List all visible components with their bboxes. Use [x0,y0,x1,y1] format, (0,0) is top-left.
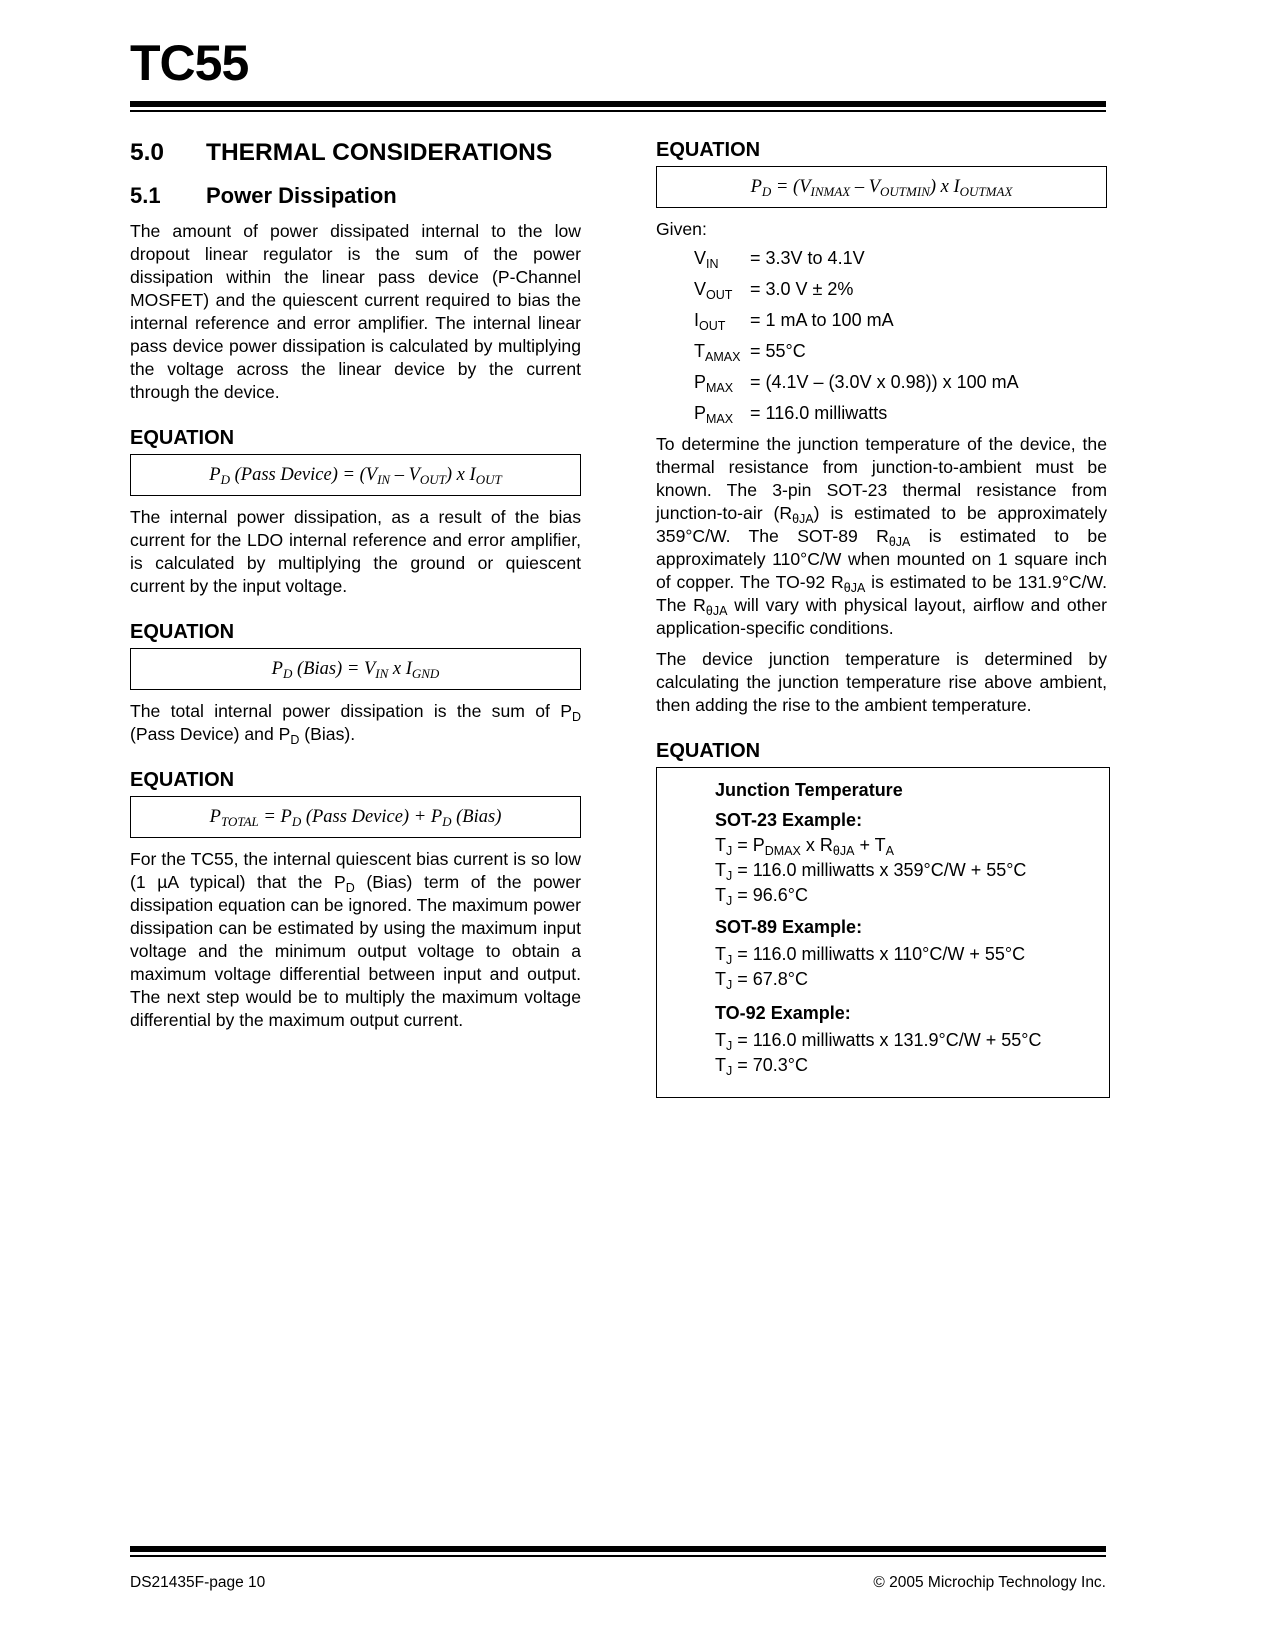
paragraph-thermal-resistance: To determine the junction temperature of the device, the thermal resistance from junction-to-ambient must be known. The 3-pin SOT-23 thermal resistance from junction-to-air $(R_{\theta JA})$ is estimated to be approximately 359°C/W. The SOT-89 $R_{\theta JA}$ is estimated to be approximately 110°C/W when mounted on 1 square inch of copper. The TO-92 $R_{\theta JA}$ is estimated to be 131.9°C/W. The $R_{\theta JA}$ will vary with physical layout, airflow and other application-specific conditions. [656,434,1107,638]
jt-formula: $T_J = P_{DMAX}$ x $R_{\theta JA} + T_A$ [715,835,894,858]
junction-temperature-box [656,767,1110,1098]
given-label: Given: [656,219,707,239]
paragraph-junction: The device junction temperature is determined by calculating the junction temperature rise above ambient, then adding the rise to the ambient temperature. [656,649,1107,715]
subsection-number: 5.1 [130,183,161,208]
header-rule-thin [130,110,1106,112]
footer-rule-thin [130,1555,1106,1557]
footer-page-id: DS21435F-page 10 [130,1574,266,1591]
given-row: $T_{AMAX}$ = 55°C [694,341,806,364]
section-heading [130,138,581,168]
jt-to92-heading: TO-92 Example: [715,1003,851,1023]
header-rule-thick [130,101,1106,107]
equation-label: EQUATION [130,769,235,791]
given-row: $P_{MAX}$ = (4.1V – (3.0V x 0.98)) x 100 mA [694,372,1019,395]
jt-title: Junction Temperature [715,780,903,800]
jt-sot23-line2: $T_J = 96.6^\circ C$ [715,885,808,908]
equation-pass-device: $P_D$ (Pass Device) = $(V_{IN} - V_{OUT})$ x $I_{OUT}$ [130,454,581,496]
section-title: THERMAL CONSIDERATIONS [206,139,553,166]
equation-label: EQUATION [656,139,761,161]
jt-sot23-line1: $T_J = 116.0$ milliwatts x 359°C/W + 55°C [715,860,1027,883]
equation-total: $P_{TOTAL} = P_D$ (Pass Device) + $P_D$ (Bias) [130,796,581,838]
subsection-heading [130,182,581,210]
subsection-title: Power Dissipation [206,183,397,208]
jt-to92-line2: $T_J = 70.3^\circ C$ [715,1055,808,1078]
jt-sot89-heading: SOT-89 Example: [715,917,863,937]
paragraph-bias: The internal power dissipation, as a result of the bias current for the LDO internal reference and error amplifier, is calculated by multiplying the ground or quiescent current by the input voltage. [130,507,581,596]
equation-max-dissipation: $P_D = (V_{INMAX} - V_{OUTMIN})$ x $I_{OUTMAX}$ [656,166,1107,208]
equation-label: EQUATION [656,740,761,762]
equation-bias: $P_D$ (Bias) = $V_{IN}$ x $I_{GND}$ [130,648,581,690]
paragraph-power-dissipation: The amount of power dissipated internal to the low dropout linear regulator is the sum of the power dissipation within the linear pass device (P-Channel MOSFET) and the quiescent current required to bias the internal reference and error amplifier. The internal linear pass device power dissipation is calculated by multiplying the voltage across the linear device by the current through the device. [130,221,581,402]
footer-copyright: © 2005 Microchip Technology Inc. [873,1574,1106,1591]
given-row: $V_{IN}$ = 3.3V to 4.1V [694,248,865,271]
paragraph-total: The total internal power dissipation is the sum of $P_D$ (Pass Device) and $P_D$ (Bias). [130,701,581,747]
jt-to92-line1: $T_J = 116.0$ milliwatts x 131.9°C/W + 55°C [715,1030,1042,1053]
given-row: $I_{OUT}$ = 1 mA to 100 mA [694,310,894,333]
jt-sot89-line1: $T_J = 116.0$ milliwatts x 110°C/W + 55°C [715,944,1026,967]
given-row: $P_{MAX}$ = 116.0 milliwatts [694,403,888,426]
equation-label: EQUATION [130,621,235,643]
jt-sot89-line2: $T_J = 67.8^\circ C$ [715,969,808,992]
paragraph-tc55: For the TC55, the internal quiescent bias current is so low (1 µA typical) that the $P_D$ (Bias) term of the power dissipation equation can be ignored. The maximum power dissipation can be estimated by using the maximum input voltage and the minimum output voltage to obtain a maximum voltage differential between input and output. The next step would be to multiply the maximum voltage differential by the maximum output current. [130,849,581,1030]
document-title: TC55 [130,35,249,91]
given-list [656,243,1107,429]
footer-rule-thick [130,1546,1106,1552]
right-column [656,138,1107,1098]
left-column [130,138,581,1032]
equation-label: EQUATION [130,427,235,449]
section-number: 5.0 [130,139,165,166]
given-row: $V_{OUT}$ = 3.0 V ± 2% [694,279,854,302]
jt-sot23-heading: SOT-23 Example: [715,810,863,830]
